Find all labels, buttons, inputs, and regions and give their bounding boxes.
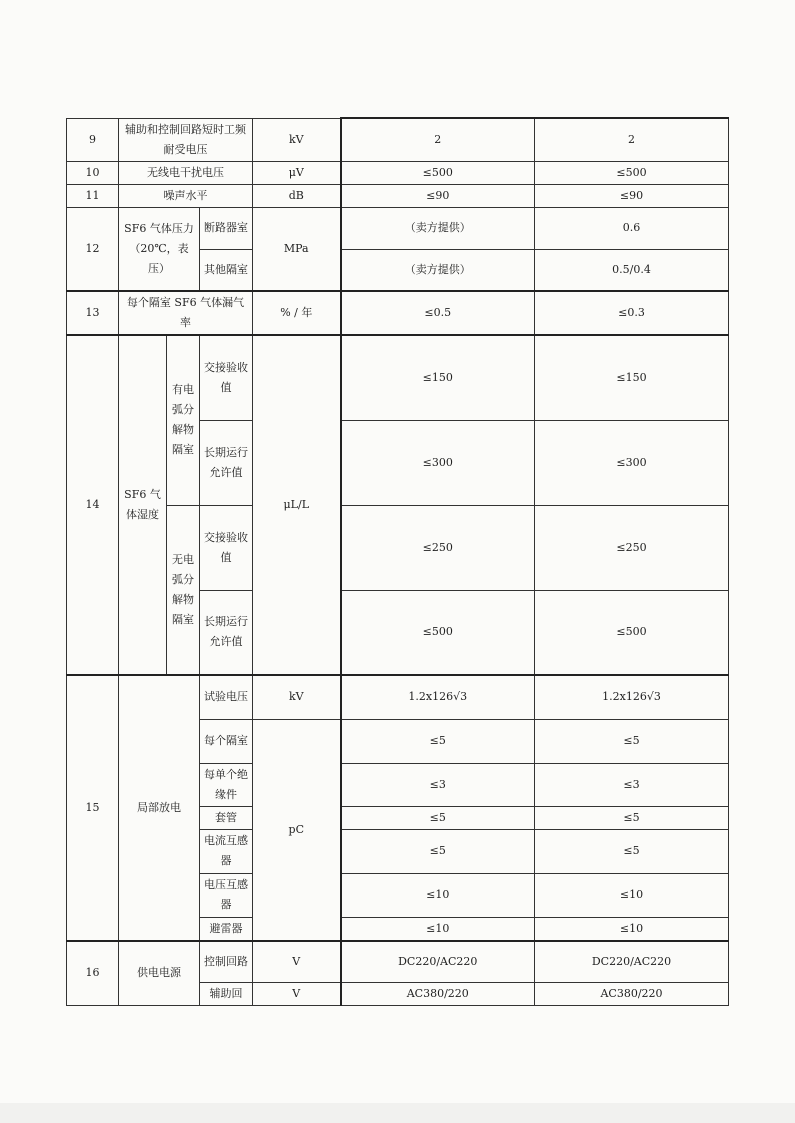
unit: μL/L	[253, 335, 341, 675]
value-col2: 0.6	[535, 207, 729, 249]
row-number: 14	[67, 335, 119, 675]
value-col2: DC220/AC220	[535, 941, 729, 983]
value-col1: ≤5	[341, 719, 535, 763]
value-col2: ≤0.3	[535, 291, 729, 335]
value-col1: ≤5	[341, 829, 535, 873]
value-col2: 2	[535, 118, 729, 161]
sub-param: 长期运行允许值	[200, 590, 253, 675]
row-number: 16	[67, 941, 119, 1006]
value-col1: ≤0.5	[341, 291, 535, 335]
value-col2: ≤3	[535, 763, 729, 806]
value-col1: ≤10	[341, 873, 535, 917]
value-col1: AC380/220	[341, 983, 535, 1006]
value-col1: ≤500	[341, 161, 535, 184]
sub-param: 其他隔室	[200, 249, 253, 291]
row-number: 10	[67, 161, 119, 184]
value-col1: ≤500	[341, 590, 535, 675]
value-col2: ≤5	[535, 806, 729, 829]
sub-param: 电流互感器	[200, 829, 253, 873]
value-col1: DC220/AC220	[341, 941, 535, 983]
unit: kV	[253, 675, 341, 719]
sub-param: 交接验收值	[200, 335, 253, 420]
unit: % / 年	[253, 291, 341, 335]
value-col2: ≤250	[535, 505, 729, 590]
unit: MPa	[253, 207, 341, 291]
param-name: 局部放电	[119, 675, 200, 941]
value-col2: 0.5/0.4	[535, 249, 729, 291]
value-col2: ≤5	[535, 829, 729, 873]
table-row	[67, 291, 729, 335]
sub-param: 辅助回	[200, 983, 253, 1006]
row-number: 11	[67, 184, 119, 207]
unit: V	[253, 983, 341, 1006]
value-col2: ≤300	[535, 420, 729, 505]
value-col1: ≤5	[341, 806, 535, 829]
sub-param: 每个隔室	[200, 719, 253, 763]
param-name: SF6 气体压力（20℃，表压）	[119, 207, 200, 291]
sub-group: 无电弧分解物隔室	[167, 505, 200, 675]
value-col2: 1.2x126√3	[535, 675, 729, 719]
value-col2: ≤5	[535, 719, 729, 763]
sub-param: 套管	[200, 806, 253, 829]
spec-table	[66, 117, 729, 1006]
value-col1: （卖方提供）	[341, 249, 535, 291]
value-col1: 1.2x126√3	[341, 675, 535, 719]
table-row	[67, 207, 729, 249]
sub-param: 交接验收值	[200, 505, 253, 590]
value-col1: ≤300	[341, 420, 535, 505]
value-col1: ≤10	[341, 917, 535, 941]
value-col2: ≤500	[535, 590, 729, 675]
value-col1: 2	[341, 118, 535, 161]
row-number: 15	[67, 675, 119, 941]
value-col2: AC380/220	[535, 983, 729, 1006]
table-row	[67, 184, 729, 207]
row-number: 9	[67, 118, 119, 161]
sub-param: 控制回路	[200, 941, 253, 983]
unit: kV	[253, 118, 341, 161]
table-row	[67, 941, 729, 983]
row-number: 12	[67, 207, 119, 291]
value-col1: ≤250	[341, 505, 535, 590]
value-col2: ≤90	[535, 184, 729, 207]
sub-group: 有电弧分解物隔室	[167, 335, 200, 505]
param-name: 供电电源	[119, 941, 200, 1006]
table-row	[67, 118, 729, 161]
value-col1: ≤150	[341, 335, 535, 420]
unit: pC	[253, 719, 341, 941]
value-col2: ≤10	[535, 917, 729, 941]
value-col2: ≤500	[535, 161, 729, 184]
sub-param: 避雷器	[200, 917, 253, 941]
sub-param: 试验电压	[200, 675, 253, 719]
table-row	[67, 335, 729, 420]
table-row	[67, 675, 729, 719]
sub-param: 每单个绝缘件	[200, 763, 253, 806]
scan-edge	[0, 1103, 795, 1123]
param-name: 噪声水平	[119, 184, 253, 207]
row-number: 13	[67, 291, 119, 335]
value-col2: ≤10	[535, 873, 729, 917]
value-col1: ≤90	[341, 184, 535, 207]
unit: V	[253, 941, 341, 983]
param-name: 每个隔室 SF6 气体漏气率	[119, 291, 253, 335]
value-col2: ≤150	[535, 335, 729, 420]
unit: dB	[253, 184, 341, 207]
value-col1: ≤3	[341, 763, 535, 806]
param-name: 辅助和控制回路短时工频耐受电压	[119, 118, 253, 161]
table-row	[67, 161, 729, 184]
value-col1: （卖方提供）	[341, 207, 535, 249]
param-name: 无线电干扰电压	[119, 161, 253, 184]
sub-param: 长期运行允许值	[200, 420, 253, 505]
sub-param: 电压互感器	[200, 873, 253, 917]
sub-param: 断路器室	[200, 207, 253, 249]
unit: μV	[253, 161, 341, 184]
table-row	[67, 505, 729, 590]
param-name: SF6 气体湿度	[119, 335, 167, 675]
